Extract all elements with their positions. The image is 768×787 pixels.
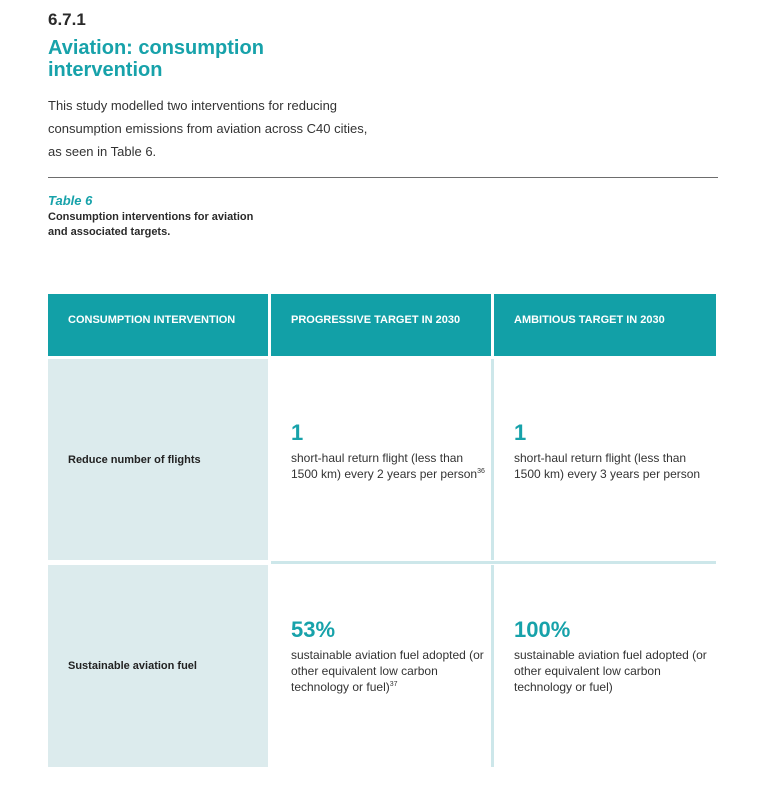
cell-divider: [491, 565, 494, 767]
section-title: Aviation: consumption intervention: [48, 37, 264, 81]
row-divider: [271, 561, 716, 564]
cell-fuel-ambitious: [514, 617, 714, 695]
cell-flights-progressive: [291, 420, 491, 482]
target-value: 53%: [291, 617, 336, 642]
section-number: 6.7.1: [48, 10, 86, 29]
table-caption: Consumption interventions for aviation and associated targets.: [48, 211, 254, 238]
header-progressive-target: PROGRESSIVE TARGET IN 2030: [271, 294, 491, 356]
target-description: short-haul return flight (less than 1500 km) every 3 years per person: [514, 451, 701, 481]
footnote-ref: 37: [389, 681, 398, 688]
row-label-flights: [48, 359, 268, 560]
footnote-ref: 36: [477, 468, 485, 475]
cell-divider: [491, 359, 494, 560]
cell-flights-ambitious: [514, 420, 714, 482]
row-label-text: Reduce number of flights: [68, 453, 201, 466]
cell-fuel-progressive: [291, 617, 491, 695]
target-description: short-haul return flight (less than 1500 km) every 2 years per person: [291, 451, 478, 481]
target-value: 1: [514, 420, 527, 445]
intro-paragraph: This study modelled two interventions for reducing consumption emissions from aviation across C40 cities, as seen in Table 6.: [48, 98, 368, 159]
row-label-fuel: [48, 565, 268, 767]
row-label-text: Sustainable aviation fuel: [68, 660, 197, 672]
target-description: sustainable aviation fuel adopted (or other equivalent low carbon technology or fuel): [514, 648, 707, 694]
horizontal-rule: [48, 177, 718, 178]
target-value: 100%: [514, 617, 571, 642]
target-value: 1: [291, 420, 304, 445]
header-consumption-intervention: CONSUMPTION INTERVENTION: [48, 294, 268, 356]
table-label: Table 6: [48, 193, 93, 208]
header-ambitious-target: AMBITIOUS TARGET IN 2030: [494, 294, 716, 356]
target-description: sustainable aviation fuel adopted (or other equivalent low carbon technology or fuel): [291, 648, 484, 694]
